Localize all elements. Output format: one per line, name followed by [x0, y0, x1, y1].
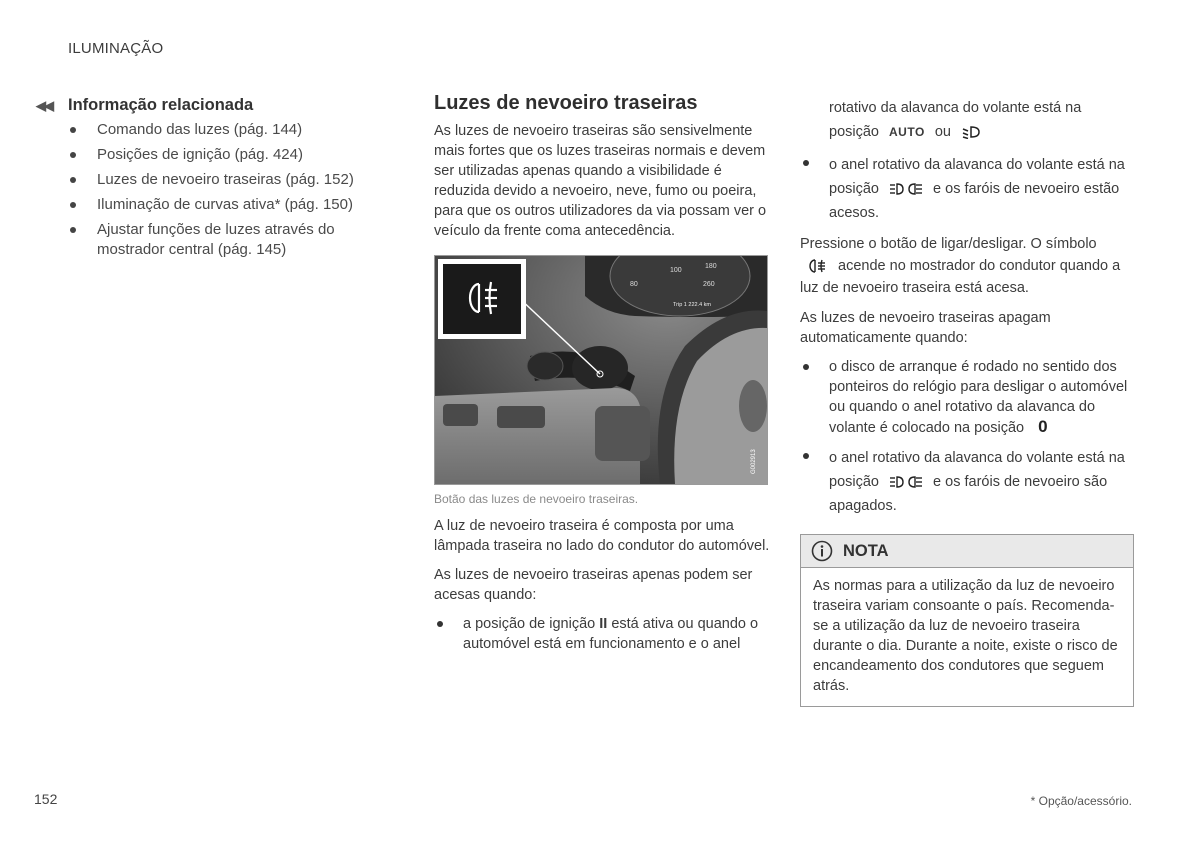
note-box: [800, 534, 1134, 707]
conditions-list: [434, 614, 774, 654]
related-info-title: Informação relacionada: [68, 96, 254, 114]
note-header: [801, 535, 1133, 568]
gauge-tick-180: 180: [705, 263, 717, 270]
related-link[interactable]: Comando das luzes (pág. 144): [68, 120, 396, 140]
gauge-tick-80: 80: [630, 281, 638, 288]
rear-fog-symbol-icon: [806, 259, 828, 273]
main-section: [434, 92, 774, 662]
double-chevron-left-icon: ◀◀: [36, 97, 52, 113]
gauge-tick-260: 260: [703, 281, 715, 288]
footnote: * Opção/acessório.: [1030, 794, 1132, 808]
related-link[interactable]: Posições de ignição (pág. 424): [68, 145, 396, 165]
off-conditions-list: [800, 357, 1134, 518]
position-zero: 0: [1038, 417, 1048, 437]
dashboard-illustration: [435, 256, 767, 484]
related-link[interactable]: Ajustar funções de luzes através do mostrador central (pág. 145): [68, 220, 396, 260]
running-header: ILUMINAÇÃO: [68, 40, 164, 57]
section-title: Luzes de nevoeiro traseiras: [434, 92, 698, 114]
on-conditions-list: [800, 153, 1134, 225]
condition-item: o disco de arranque é rodado no sentido dos ponteiros do relógio para desligar o automóvel ou quando o anel rotativo da alavanca do volante é colocado na posição 0: [800, 357, 1134, 438]
auto-off-intro: As luzes de nevoeiro traseiras apagam automaticamente quando:: [800, 310, 1051, 347]
front-rear-fog-icon: [889, 182, 923, 196]
low-beam-icon: [961, 125, 983, 139]
ignition-position-ii: II: [599, 616, 608, 632]
gauge-tick-100: 100: [670, 267, 682, 274]
related-link[interactable]: Iluminação de curvas ativa* (pág. 150): [68, 195, 396, 215]
info-icon: [811, 540, 833, 562]
note-text: As normas para a utilização da luz de nevoeiro traseira variam consoante o país. Recomenda-se a utilização da luz de nevoeiro traseira durante o dia. Durante a noite, existe o risco de encandeamento dos condutores que seguem atrás.: [813, 578, 1118, 695]
paragraph-conditions: As luzes de nevoeiro traseiras apenas podem ser acesas quando:: [434, 567, 753, 603]
front-rear-fog-icon: [889, 475, 923, 489]
related-info-heading: [36, 96, 396, 115]
dashboard-photo: [434, 255, 768, 485]
auto-position-label: AUTO: [889, 125, 925, 140]
related-link[interactable]: Luzes de nevoeiro traseiras (pág. 152): [68, 170, 396, 190]
condition-item: o anel rotativo da alavanca do volante está na posição e os faróis de nevoeiro são apagados.: [800, 446, 1134, 518]
related-info-section: [36, 96, 396, 265]
figure-code: G002913: [751, 449, 757, 474]
intro-paragraph: As luzes de nevoeiro traseiras são sensivelmente mais fortes que os luzes traseiras normais e devem ser utilizadas apenas quando a visibilidade é reduzida devido a nevoeiro, neve, fumo ou poeira, para que os outros utilizadores da via possam ver o veículo da frente coma antecedência.: [434, 123, 767, 239]
related-links-list: [36, 120, 396, 260]
figure-caption: Botão das luzes de nevoeiro traseiras.: [434, 492, 639, 506]
condition-item: o anel rotativo da alavanca do volante está na posição e os faróis de nevoeiro estão acesos.: [800, 153, 1134, 225]
continued-bullet: rotativo da alavanca do volante está na posição AUTO ou: [800, 96, 1134, 144]
paragraph-composition: A luz de nevoeiro traseira é composta por uma lâmpada traseira no lado do condutor do automóvel.: [434, 518, 770, 554]
right-column: [800, 96, 1134, 707]
condition-item: a posição de ignição II está ativa ou quando o automóvel está em funcionamento e o anel: [434, 614, 774, 654]
press-button-paragraph: Pressione o botão de ligar/desligar. O símbolo acende no mostrador do condutor quando a luz de nevoeiro traseira está acesa.: [800, 236, 1121, 297]
trip-readout: Trip 1 222.4 km: [673, 302, 712, 308]
note-title: NOTA: [843, 541, 889, 560]
page-number: 152: [34, 791, 58, 807]
